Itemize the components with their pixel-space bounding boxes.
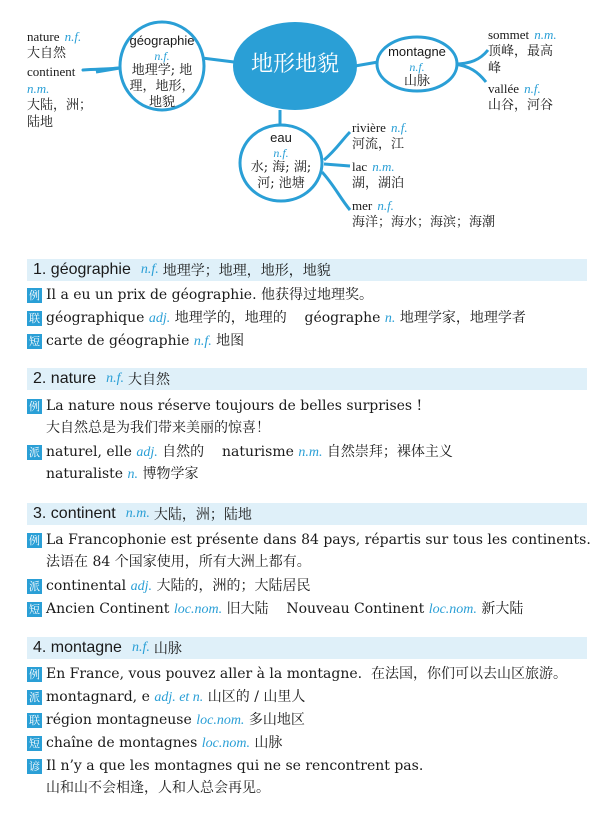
section-meaning: 大自然 <box>128 372 171 388</box>
entry-row <box>27 599 523 620</box>
section-title: 2. nature <box>33 370 97 387</box>
entry-translation: 法语在 84 个国家使用，所有大洲上都有。 <box>46 554 311 570</box>
entry-row <box>27 285 373 305</box>
entry-continuation: naturaliste n. 博物学家 <box>46 466 199 482</box>
entry-text: montagnard, e adj. et n. 山区的 / 山里人 <box>46 689 306 705</box>
eau-node-line: 水; 海; 湖; <box>250 160 312 175</box>
entry-row <box>27 576 310 597</box>
geographie-node-pos: n.f. <box>154 49 170 63</box>
entry-row <box>27 664 567 684</box>
tag-derived-icon: 派 <box>29 446 40 459</box>
mm-entry-nature <box>27 26 117 62</box>
entry-text: continental adj. 大陆的，洲的；大陆居民 <box>46 578 311 594</box>
mm-entry-pos: n.m. <box>372 159 395 174</box>
tag-proverb-icon: 谚 <box>29 760 40 773</box>
entry-text: Il n’y a que les montagnes qui ne se rencontrent pas. <box>46 758 424 774</box>
geographie-node-line: 地貌 <box>148 95 175 110</box>
mm-entry-meaning-line: 峰 <box>488 61 502 76</box>
montagne-node-meaning: 山脉 <box>403 74 430 89</box>
entry-row <box>27 687 305 708</box>
tag-phrase-icon: 短 <box>29 603 40 616</box>
mm-entry-meaning: 湖，湖泊 <box>352 176 405 191</box>
mm-entry-word: mer <box>352 198 373 213</box>
mm-entry-meaning: 海洋；海水；海滨；海潮 <box>352 215 496 230</box>
tag-derived-icon: 派 <box>29 691 40 704</box>
mm-entry-pos: n.f. <box>377 198 394 213</box>
tag-phrase-icon: 短 <box>29 737 40 750</box>
section-pos: n.f. <box>106 371 125 386</box>
geographie-node <box>122 33 202 111</box>
entry-row <box>27 733 282 754</box>
eau-node-word: eau <box>270 130 292 145</box>
mm-entry-meaning: 山谷，河谷 <box>488 98 554 113</box>
mm-entry-meaning-line: 顶峰，最高 <box>488 44 554 59</box>
entry-row <box>27 396 422 416</box>
tag-example-icon: 例 <box>29 534 40 547</box>
montagne-node-word: montagne <box>388 44 446 59</box>
entry-text: Ancien Continent loc.nom. 旧大陆 Nouveau Continent loc.nom. 新大陆 <box>46 601 524 617</box>
entry-text: naturel, elle adj. 自然的 naturisme n.m. 自然崇拜；裸体主义 <box>46 444 453 460</box>
section-meaning: 大陆，洲；陆地 <box>153 507 252 523</box>
connector-center-montagne <box>355 62 378 66</box>
mm-entry-word: sommet <box>488 27 530 42</box>
section-title: 4. montagne <box>33 639 122 656</box>
section-meaning: 地理学；地理，地形，地貌 <box>162 263 331 279</box>
mm-entry-pos: n.f. <box>524 81 541 96</box>
mm-entry-pos: n.m. <box>534 27 557 42</box>
mm-entry-sommet <box>488 24 598 77</box>
mm-entry-word: vallée <box>488 81 520 96</box>
section-pos: n.f. <box>131 640 150 655</box>
mindmap-center-label: 地形地貌 <box>250 52 339 77</box>
entry-text: La nature nous réserve toujours de belles surprises ! <box>46 398 423 414</box>
entry-row <box>27 308 526 329</box>
mm-entry-word: continent <box>27 64 76 79</box>
montagne-node-pos: n.f. <box>409 60 425 74</box>
tag-phrase-icon: 短 <box>29 335 40 348</box>
section-header-geographie <box>27 259 587 281</box>
mm-entry-pos: n.f. <box>64 29 82 44</box>
geographie-node-line: 理，地形， <box>129 79 195 94</box>
mm-entry-meaning-line: 陆地 <box>27 115 54 130</box>
tag-example-icon: 例 <box>29 668 40 681</box>
mm-entry-word: nature <box>27 29 60 44</box>
entry-row <box>27 710 305 731</box>
tag-example-icon: 例 <box>29 400 40 413</box>
section-title: 1. géographie <box>33 261 131 278</box>
mm-entry-meaning-line: 大陆，洲； <box>27 98 93 113</box>
eau-node-pos: n.f. <box>273 146 289 160</box>
mm-entry-word: lac <box>352 159 368 174</box>
entry-text: carte de géographie n.f. 地图 <box>46 333 245 349</box>
montagne-node <box>381 44 453 90</box>
entry-translation: 大自然总是为我们带来美丽的惊喜！ <box>46 420 270 436</box>
section-pos: n.f. <box>140 262 159 277</box>
tag-example-icon: 例 <box>29 289 40 302</box>
entry-row <box>27 331 244 352</box>
section-meaning: 山脉 <box>153 641 182 657</box>
mm-entry-meaning: 大自然 <box>27 46 67 61</box>
geographie-node-word: géographie <box>129 33 195 48</box>
entry-text: géographique adj. 地理学的，地理的 géographe n. 地理学家，地理学者 <box>46 310 526 326</box>
entry-row <box>27 442 453 463</box>
mm-entry-meaning: 河流，江 <box>352 137 405 152</box>
mm-entry-pos: n.f. <box>391 120 408 135</box>
eau-node-line: 河; 池塘 <box>257 176 305 191</box>
tag-derived-icon: 派 <box>29 580 40 593</box>
entry-text: La Francophonie est présente dans 84 pays, répartis sur tous les continents. <box>46 532 591 548</box>
connector-eau-right <box>322 132 350 210</box>
section-title: 3. continent <box>33 505 116 522</box>
mm-entry-pos: n.m. <box>27 81 50 96</box>
eau-node <box>243 130 319 192</box>
mm-entry-mer <box>352 195 572 231</box>
entry-text: région montagneuse loc.nom. 多山地区 <box>46 712 305 728</box>
section-header-montagne <box>27 637 587 659</box>
entry-text: chaîne de montagnes loc.nom. 山脉 <box>46 735 283 751</box>
mm-entry-continent <box>27 63 117 131</box>
geographie-node-line: 地理学; 地 <box>131 63 193 78</box>
section-pos: n.m. <box>125 506 150 521</box>
entry-row <box>27 530 591 550</box>
connector-geo-center <box>202 58 234 62</box>
mm-entry-lac <box>352 156 492 192</box>
connector-montagne-right <box>454 50 488 82</box>
tag-related-icon: 联 <box>29 312 40 325</box>
entry-text: En France, vous pouvez aller à la montagne. 在法国，你们可以去山区旅游。 <box>46 666 568 682</box>
entry-row <box>27 756 423 776</box>
entry-text: Il a eu un prix de géographie. 他获得过地理奖。 <box>46 287 373 303</box>
mm-entry-word: rivière <box>352 120 386 135</box>
section-header-nature <box>27 368 587 390</box>
entry-translation: 山和山不会相逢，人和人总会再见。 <box>46 780 270 796</box>
mm-entry-vallee <box>488 78 598 114</box>
tag-related-icon: 联 <box>29 714 40 727</box>
section-header-continent <box>27 503 587 525</box>
mm-entry-riviere <box>352 117 492 153</box>
